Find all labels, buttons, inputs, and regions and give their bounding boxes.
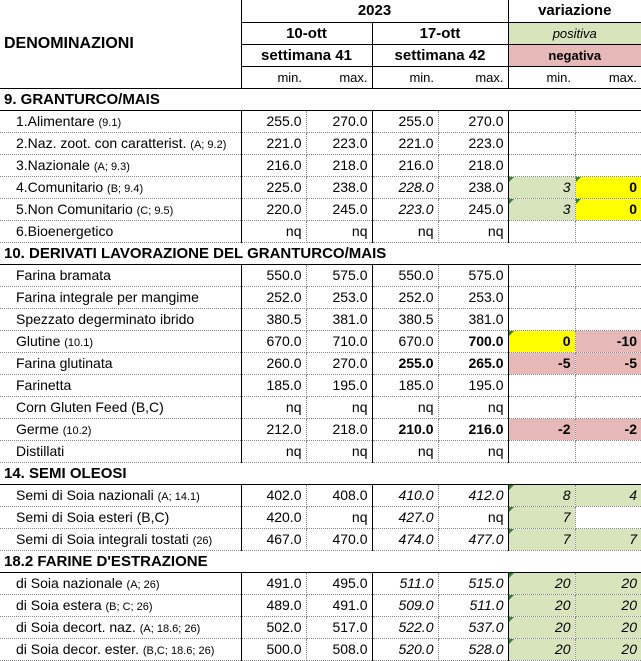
variation-cell	[575, 440, 641, 462]
price-cell: 223.0	[438, 132, 508, 154]
row-code: (C; 9.5)	[136, 205, 174, 217]
variation-cell: -2	[575, 418, 641, 440]
row-label-text: Spezzato degerminato ibrido	[16, 311, 195, 327]
negativa-legend: negativa	[508, 44, 641, 66]
row-code: (B; C; 26)	[105, 601, 153, 613]
variation-cell	[508, 374, 575, 396]
price-cell: 550.0	[241, 264, 306, 286]
price-cell: 218.0	[306, 154, 372, 176]
price-cell: 218.0	[438, 154, 508, 176]
row-label-text: 1.Alimentare	[16, 113, 95, 129]
price-cell: 260.0	[241, 352, 306, 374]
row-label-text: Corn Gluten Feed (B,C)	[16, 399, 164, 415]
min-header: min.	[241, 66, 306, 88]
variation-cell: 8	[508, 484, 575, 506]
variation-cell: 20	[508, 638, 575, 660]
row-code: (B,C; 18.6; 26)	[142, 645, 215, 657]
price-cell: 380.5	[241, 308, 306, 330]
variation-cell: 0	[575, 198, 641, 220]
variation-cell: 20	[575, 572, 641, 594]
price-cell: 489.0	[241, 594, 306, 616]
date2-header: 17-ott	[372, 22, 508, 44]
row-label-text: Semi di Soia nazionali	[16, 487, 154, 503]
row-label-text: di Soia decort. naz.	[16, 619, 136, 635]
row-label	[0, 594, 241, 616]
row-label-text: Glutine	[16, 333, 61, 349]
variation-cell	[575, 132, 641, 154]
row-label-text: 5.Non Comunitario	[16, 201, 133, 217]
price-cell: nq	[306, 396, 372, 418]
table-row	[0, 264, 641, 286]
price-cell: 270.0	[438, 110, 508, 132]
price-cell: 670.0	[372, 330, 438, 352]
price-cell: 218.0	[306, 418, 372, 440]
price-cell: 420.0	[241, 506, 306, 528]
row-label-text: Farinetta	[16, 377, 72, 393]
price-cell: 575.0	[438, 264, 508, 286]
table-row	[0, 110, 641, 132]
variation-cell: 20	[575, 594, 641, 616]
row-label	[0, 440, 241, 462]
variation-cell	[575, 264, 641, 286]
table-row	[0, 132, 641, 154]
price-cell: 575.0	[306, 264, 372, 286]
price-cell: 402.0	[241, 484, 306, 506]
price-cell: 255.0	[241, 110, 306, 132]
price-cell: 225.0	[241, 176, 306, 198]
max-header: max.	[306, 66, 372, 88]
variation-cell: 3	[508, 176, 575, 198]
section-title: 18.2 FARINE D'ESTRAZIONE	[0, 550, 641, 572]
price-cell: 500.0	[241, 638, 306, 660]
variation-cell	[575, 110, 641, 132]
row-label	[0, 484, 241, 506]
price-cell: nq	[241, 396, 306, 418]
price-cell: 700.0	[438, 330, 508, 352]
price-cell: 253.0	[306, 286, 372, 308]
price-cell: nq	[438, 396, 508, 418]
denominazioni-header: DENOMINAZIONI	[0, 0, 241, 88]
variation-cell: -10	[575, 330, 641, 352]
row-label-text: Germe	[16, 421, 59, 437]
row-code: (10.2)	[62, 425, 92, 437]
section-title: 10. DERIVATI LAVORAZIONE DEL GRANTURCO/MAIS	[0, 242, 641, 264]
table-body	[0, 88, 641, 660]
variation-cell	[508, 440, 575, 462]
positiva-legend: positiva	[508, 22, 641, 44]
price-cell: nq	[306, 220, 372, 242]
row-label	[0, 616, 241, 638]
price-cell: 528.0	[438, 638, 508, 660]
price-cell: 520.0	[372, 638, 438, 660]
price-cell: 195.0	[438, 374, 508, 396]
price-cell: 223.0	[306, 132, 372, 154]
price-cell: 212.0	[241, 418, 306, 440]
row-label	[0, 110, 241, 132]
week1-header: settimana 41	[241, 44, 372, 66]
row-label	[0, 132, 241, 154]
price-cell: 509.0	[372, 594, 438, 616]
table-row	[0, 352, 641, 374]
price-cell: 380.5	[372, 308, 438, 330]
price-cell: 427.0	[372, 506, 438, 528]
variation-cell: -2	[508, 418, 575, 440]
price-cell: nq	[241, 440, 306, 462]
price-cell: 470.0	[306, 528, 372, 550]
variation-cell: 20	[508, 572, 575, 594]
variation-cell	[508, 132, 575, 154]
row-label-text: di Soia decor. ester.	[16, 641, 139, 657]
price-cell: 410.0	[372, 484, 438, 506]
price-cell: 221.0	[372, 132, 438, 154]
variation-cell: 20	[575, 616, 641, 638]
row-code: (A; 18.6; 26)	[139, 623, 201, 635]
variation-cell: 3	[508, 198, 575, 220]
price-cell: 245.0	[438, 198, 508, 220]
variation-cell	[575, 220, 641, 242]
row-label	[0, 506, 241, 528]
section-row	[0, 550, 641, 572]
row-code: (26)	[192, 535, 213, 547]
row-label	[0, 330, 241, 352]
price-cell: 223.0	[372, 198, 438, 220]
price-cell: 474.0	[372, 528, 438, 550]
price-cell: 670.0	[241, 330, 306, 352]
price-cell: 408.0	[306, 484, 372, 506]
row-label-text: di Soia estera	[16, 597, 102, 613]
variation-cell: -5	[575, 352, 641, 374]
week2-header: settimana 42	[372, 44, 508, 66]
price-cell: 710.0	[306, 330, 372, 352]
row-code: (A; 9.3)	[93, 161, 130, 173]
table-row	[0, 308, 641, 330]
price-cell: nq	[438, 220, 508, 242]
row-label	[0, 308, 241, 330]
row-label	[0, 374, 241, 396]
variation-cell: 20	[508, 616, 575, 638]
price-cell: 210.0	[372, 418, 438, 440]
price-cell: nq	[372, 220, 438, 242]
row-code: (A; 14.1)	[157, 491, 200, 503]
min-header: min.	[372, 66, 438, 88]
price-cell: 381.0	[306, 308, 372, 330]
row-label-text: Farina bramata	[16, 267, 111, 283]
table-row	[0, 484, 641, 506]
price-cell: 517.0	[306, 616, 372, 638]
max-header: max.	[438, 66, 508, 88]
price-cell: 522.0	[372, 616, 438, 638]
row-label-text: Farina integrale per mangime	[16, 289, 199, 305]
variation-cell	[508, 396, 575, 418]
variation-cell: 7	[575, 528, 641, 550]
price-cell: 220.0	[241, 198, 306, 220]
variation-cell: 0	[575, 176, 641, 198]
row-code: (B; 9.4)	[107, 183, 144, 195]
row-code: (A; 9.2)	[190, 139, 227, 151]
price-cell: 252.0	[372, 286, 438, 308]
price-cell: 381.0	[438, 308, 508, 330]
price-cell: nq	[372, 396, 438, 418]
row-label-text: 4.Comunitario	[16, 179, 104, 195]
price-cell: 491.0	[306, 594, 372, 616]
variation-cell	[575, 308, 641, 330]
price-cell: nq	[438, 440, 508, 462]
row-label	[0, 572, 241, 594]
table-row	[0, 176, 641, 198]
price-cell: 238.0	[438, 176, 508, 198]
price-cell: nq	[306, 440, 372, 462]
price-cell: 412.0	[438, 484, 508, 506]
row-code: (9.1)	[98, 117, 122, 129]
variation-cell	[575, 396, 641, 418]
price-cell: nq	[306, 506, 372, 528]
variation-cell	[508, 220, 575, 242]
row-label	[0, 638, 241, 660]
table-row	[0, 440, 641, 462]
max-header: max.	[575, 66, 641, 88]
price-cell: 216.0	[241, 154, 306, 176]
price-cell: 228.0	[372, 176, 438, 198]
price-cell: 270.0	[306, 110, 372, 132]
price-cell: 491.0	[241, 572, 306, 594]
price-cell: 265.0	[438, 352, 508, 374]
price-cell: 216.0	[438, 418, 508, 440]
variation-cell: 0	[508, 330, 575, 352]
year-header: 2023	[241, 0, 508, 22]
row-label-text: 3.Nazionale	[16, 157, 90, 173]
row-label	[0, 418, 241, 440]
price-cell: 511.0	[372, 572, 438, 594]
price-cell: 508.0	[306, 638, 372, 660]
price-cell: 550.0	[372, 264, 438, 286]
price-cell: 255.0	[372, 352, 438, 374]
row-label	[0, 528, 241, 550]
variation-cell	[508, 286, 575, 308]
table-row	[0, 198, 641, 220]
price-cell: 253.0	[438, 286, 508, 308]
variation-cell	[508, 154, 575, 176]
price-cell: 216.0	[372, 154, 438, 176]
price-cell: 238.0	[306, 176, 372, 198]
price-cell: 221.0	[241, 132, 306, 154]
price-cell: 511.0	[438, 594, 508, 616]
section-row	[0, 462, 641, 484]
table-row	[0, 572, 641, 594]
row-label-text: 6.Bioenergetico	[16, 223, 114, 239]
section-row	[0, 88, 641, 110]
row-label-text: di Soia nazionale	[16, 575, 123, 591]
section-title: 9. GRANTURCO/MAIS	[0, 88, 641, 110]
variation-cell: 20	[575, 638, 641, 660]
price-cell: 495.0	[306, 572, 372, 594]
price-cell: 252.0	[241, 286, 306, 308]
price-cell: 255.0	[372, 110, 438, 132]
row-label	[0, 154, 241, 176]
row-code: (10.1)	[64, 337, 93, 349]
row-label	[0, 264, 241, 286]
price-cell: 245.0	[306, 198, 372, 220]
variation-cell	[508, 308, 575, 330]
min-header: min.	[508, 66, 575, 88]
variation-cell	[508, 110, 575, 132]
price-cell: 270.0	[306, 352, 372, 374]
row-code: (A; 26)	[126, 579, 160, 591]
variation-cell	[575, 374, 641, 396]
table-row	[0, 638, 641, 660]
price-cell: 477.0	[438, 528, 508, 550]
row-label-text: Farina glutinata	[16, 355, 113, 371]
row-label-text: Semi di Soia integrali tostati	[16, 531, 189, 547]
price-cell: nq	[372, 440, 438, 462]
price-cell: 185.0	[372, 374, 438, 396]
table-row	[0, 418, 641, 440]
row-label	[0, 220, 241, 242]
row-label	[0, 396, 241, 418]
price-cell: nq	[438, 506, 508, 528]
row-label	[0, 352, 241, 374]
variation-cell: 7	[508, 506, 575, 528]
variation-cell: 7	[508, 528, 575, 550]
variazione-header: variazione	[508, 0, 641, 22]
table-row	[0, 616, 641, 638]
variation-cell	[575, 506, 641, 528]
variation-cell	[508, 264, 575, 286]
row-label-text: Semi di Soia esteri (B,C)	[16, 509, 170, 525]
table-row	[0, 594, 641, 616]
variation-cell: -5	[508, 352, 575, 374]
variation-cell	[575, 154, 641, 176]
price-cell: 467.0	[241, 528, 306, 550]
price-cell: 502.0	[241, 616, 306, 638]
row-label	[0, 286, 241, 308]
table-row	[0, 506, 641, 528]
date1-header: 10-ott	[241, 22, 372, 44]
section-row	[0, 242, 641, 264]
row-label	[0, 198, 241, 220]
table-row	[0, 330, 641, 352]
row-label-text: 2.Naz. zoot. con caratterist.	[16, 135, 187, 151]
variation-cell: 4	[575, 484, 641, 506]
price-cell: 537.0	[438, 616, 508, 638]
variation-cell	[575, 286, 641, 308]
table-row	[0, 528, 641, 550]
row-label	[0, 176, 241, 198]
price-cell: 195.0	[306, 374, 372, 396]
table-row	[0, 220, 641, 242]
price-cell: 515.0	[438, 572, 508, 594]
price-cell: nq	[241, 220, 306, 242]
table-row	[0, 154, 641, 176]
table-row	[0, 286, 641, 308]
section-title: 14. SEMI OLEOSI	[0, 462, 641, 484]
row-label-text: Distillati	[16, 443, 65, 459]
table-row	[0, 396, 641, 418]
table-row	[0, 374, 641, 396]
price-cell: 185.0	[241, 374, 306, 396]
variation-cell: 20	[508, 594, 575, 616]
